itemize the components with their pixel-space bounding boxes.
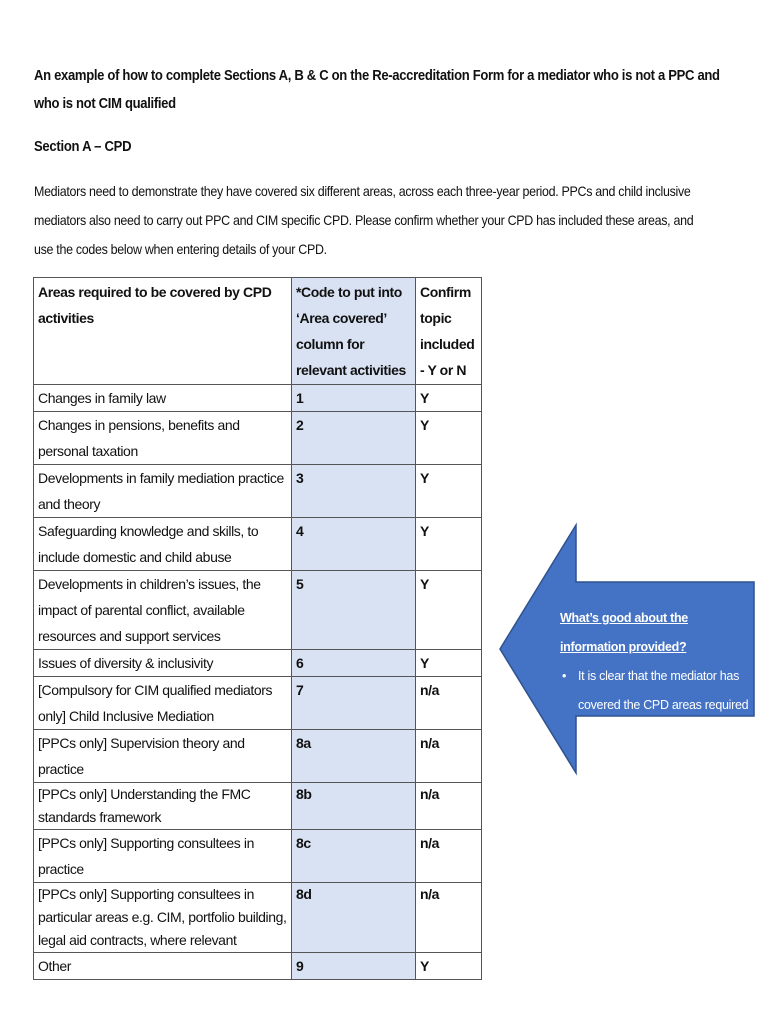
table-row [34, 883, 482, 953]
header-code: *Code to put into ‘Area covered’ column for relevant activities [292, 278, 416, 385]
code-cell: 5 [292, 571, 416, 650]
confirm-cell: n/a [416, 783, 482, 830]
callout-bullet [560, 662, 752, 720]
confirm-cell: n/a [416, 883, 482, 953]
code-cell: 4 [292, 518, 416, 571]
table-row [34, 677, 482, 730]
confirm-cell: Y [416, 518, 482, 571]
code-cell: 8d [292, 883, 416, 953]
table-row [34, 953, 482, 980]
confirm-cell: Y [416, 385, 482, 412]
table-row [34, 783, 482, 830]
area-cell: [PPCs only] Supporting consultees in practice [34, 830, 292, 883]
code-cell: 8a [292, 730, 416, 783]
page-heading: An example of how to complete Sections A, B & C on the Re-accreditation Form for a mediator who is not a PPC and who is not CIM qualified [34, 68, 720, 112]
code-cell: 8c [292, 830, 416, 883]
code-cell: 7 [292, 677, 416, 730]
intro-paragraph: Mediators need to demonstrate they have covered six different areas, across each three-year period. PPCs and child inclusive mediators also need to carry out PPC and CIM specific CPD. Please confirm whether your CPD has included these areas, and use the codes below when entering details of your CPD. [34, 183, 694, 257]
confirm-cell: Y [416, 465, 482, 518]
code-cell: 9 [292, 953, 416, 980]
confirm-cell: n/a [416, 730, 482, 783]
confirm-cell: n/a [416, 830, 482, 883]
area-cell: Developments in children’s issues, the impact of parental conflict, available resources and support services [34, 571, 292, 650]
callout-text [560, 604, 752, 720]
table-header-row [34, 278, 482, 385]
area-cell: Issues of diversity & inclusivity [34, 650, 292, 677]
confirm-cell: Y [416, 650, 482, 677]
code-cell: 3 [292, 465, 416, 518]
area-cell: [PPCs only] Understanding the FMC standards framework [34, 783, 292, 830]
table-row [34, 518, 482, 571]
cpd-areas-table [33, 277, 482, 980]
table-row [34, 730, 482, 783]
area-cell: [PPCs only] Supporting consultees in particular areas e.g. CIM, portfolio building, legal aid contracts, where relevant [34, 883, 292, 953]
left-arrow-callout [498, 522, 756, 776]
table-row [34, 385, 482, 412]
code-cell: 8b [292, 783, 416, 830]
section-title: Section A – CPD [34, 139, 132, 155]
table-row [34, 830, 482, 883]
table-row [34, 465, 482, 518]
code-cell: 6 [292, 650, 416, 677]
code-cell: 2 [292, 412, 416, 465]
area-cell: [Compulsory for CIM qualified mediators only] Child Inclusive Mediation [34, 677, 292, 730]
table-row [34, 412, 482, 465]
table-row [34, 571, 482, 650]
area-cell: Developments in family mediation practice and theory [34, 465, 292, 518]
area-cell: Changes in family law [34, 385, 292, 412]
header-confirm: Confirm topic included - Y or N [416, 278, 482, 385]
area-cell: Safeguarding knowledge and skills, to include domestic and child abuse [34, 518, 292, 571]
area-cell: Changes in pensions, benefits and personal taxation [34, 412, 292, 465]
confirm-cell: Y [416, 412, 482, 465]
bullet-dot-icon: • [562, 669, 567, 683]
callout-bullet-text: It is clear that the mediator has covered the CPD areas required [578, 669, 749, 712]
confirm-cell: n/a [416, 677, 482, 730]
area-cell: Other [34, 953, 292, 980]
callout-title: What’s good about the information provided? [560, 611, 688, 654]
confirm-cell: Y [416, 953, 482, 980]
header-areas: Areas required to be covered by CPD activities [34, 278, 292, 385]
confirm-cell: Y [416, 571, 482, 650]
area-cell: [PPCs only] Supervision theory and practice [34, 730, 292, 783]
table-row [34, 650, 482, 677]
code-cell: 1 [292, 385, 416, 412]
